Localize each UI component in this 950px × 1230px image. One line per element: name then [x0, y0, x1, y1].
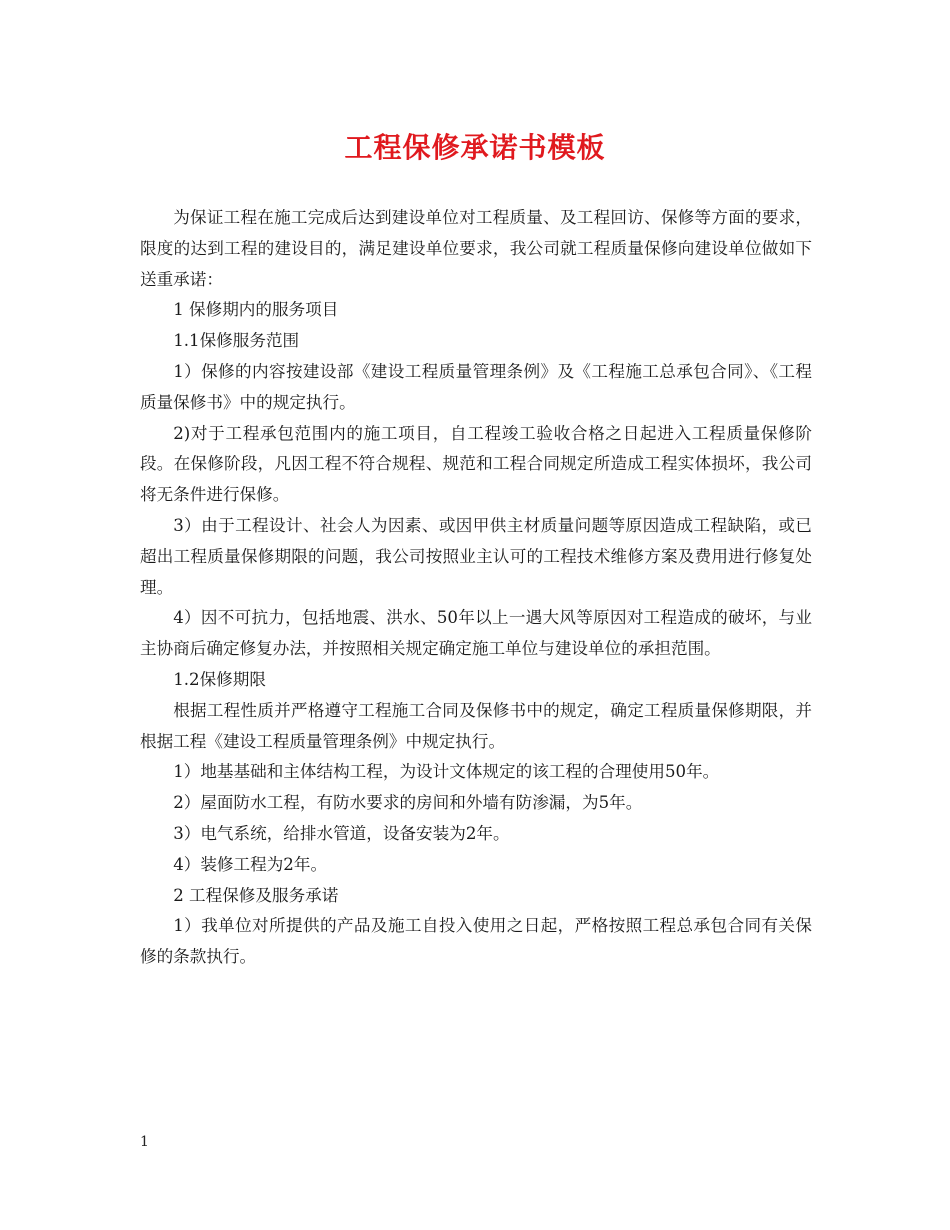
- section-heading-1: 1 保修期内的服务项目: [173, 300, 339, 320]
- section-heading-2: 2 工程保修及服务承诺: [173, 885, 339, 905]
- subsection-heading-1-1: 1.1保修服务范围: [173, 331, 300, 351]
- document-title: 工程保修承诺书模板: [344, 131, 606, 164]
- subsection-heading-1-2: 1.2保修期限: [173, 669, 266, 689]
- paragraph-scope-3: 3）由于工程设计、社会人为因素、或因甲供主材质量问题等原因造成工程缺陷，或已超出工程质量保修期限的问题，我公司按照业主认可的工程技术维修方案及费用进行修复处理。: [140, 515, 812, 597]
- paragraph-period-4: 4）装修工程为2年。: [173, 854, 328, 874]
- paragraph-period-3: 3）电气系统，给排水管道，设备安装为2年。: [173, 823, 510, 843]
- paragraph-period-2: 2）屋面防水工程，有防水要求的房间和外墙有防渗漏，为5年。: [173, 793, 643, 813]
- paragraph-scope-2: 2)对于工程承包范围内的施工项目，自工程竣工验收合格之日起进入工程质量保修阶段。在保修阶段，凡因工程不符合规程、规范和工程合同规定所造成工程实体损坏，我公司将无条件进行保修。: [140, 423, 812, 505]
- paragraph-period-1: 1）地基基础和主体结构工程，为设计文体规定的该工程的合理使用50年。: [173, 762, 720, 782]
- paragraph-scope-4: 4）因不可抗力，包括地震、洪水、50年以上一遇大风等原因对工程造成的破坏，与业主协商后确定修复办法，并按照相关规定确定施工单位与建设单位的承担范围。: [140, 608, 812, 659]
- document-body: [140, 203, 812, 973]
- paragraph-scope-1: 1）保修的内容按建设部《建设工程质量管理条例》及《工程施工总承包合同》、《工程质量保修书》中的规定执行。: [140, 361, 812, 412]
- page-number: 1: [140, 1134, 149, 1150]
- paragraph-intro: 为保证工程在施工完成后达到建设单位对工程质量、及工程回访、保修等方面的要求，限度的达到工程的建设目的，满足建设单位要求，我公司就工程质量保修向建设单位做如下送重承诺：: [140, 208, 812, 289]
- paragraph-period-intro: 根据工程性质并严格遵守工程施工合同及保修书中的规定，确定工程质量保修期限，并根据工程《建设工程质量管理条例》中规定执行。: [140, 700, 812, 751]
- paragraph-commitment-1: 1）我单位对所提供的产品及施工自投入使用之日起，严格按照工程总承包合同有关保修的条款执行。: [140, 916, 812, 967]
